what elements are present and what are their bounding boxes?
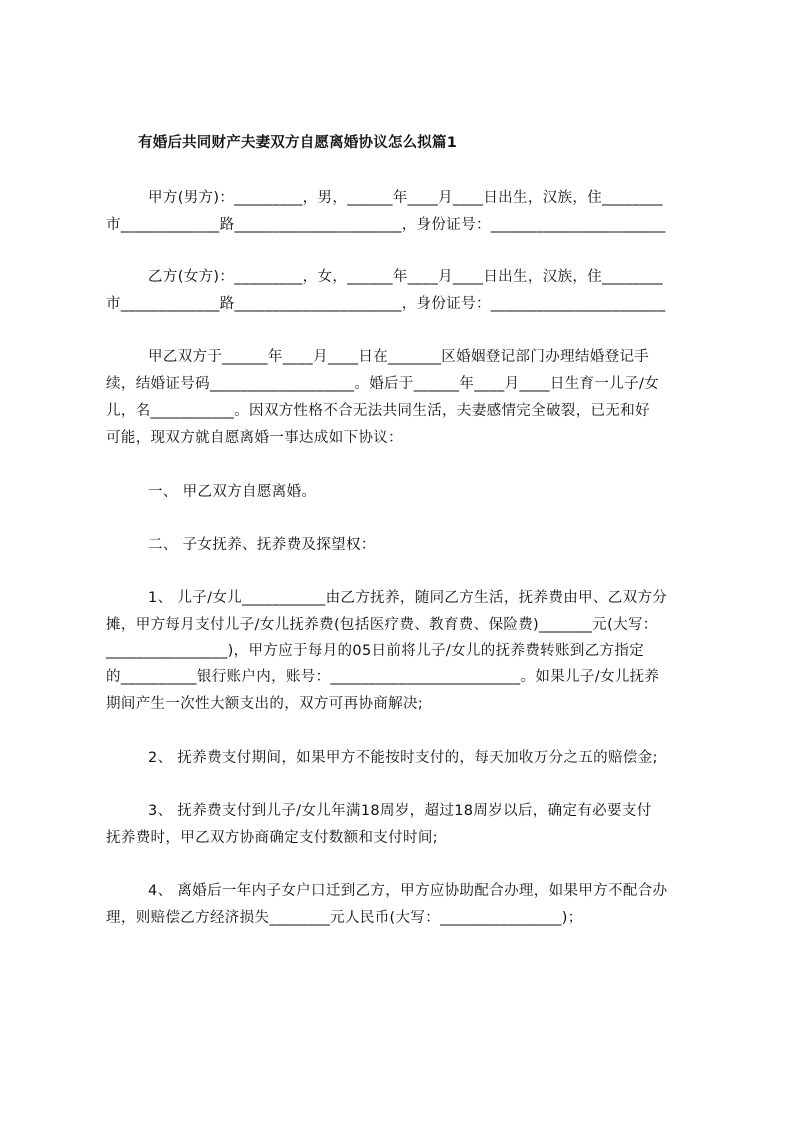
item-4-line-2: 理，则赔偿乙方经济损失________元人民币(大写：________________)； — [106, 910, 583, 926]
item-1-line-1: 1、 儿子/女儿___________由乙方抚养，随同乙方生活，抚养费由甲、乙双方分 — [148, 590, 668, 606]
marriage-paragraph-line-1: 甲乙双方于______年____月____日在_______区婚姻登记部门办理结婚登记手 — [148, 349, 650, 365]
item-1-line-3: ________________)，甲方应于每月的05日前将儿子/女儿的抚养费转账到乙方指定 — [106, 643, 645, 659]
item-1-line-2: 摊，甲方每月支付儿子/女儿抚养费(包括医疗费、教育费、保险费)_______元(大写： — [106, 617, 658, 633]
clause-2-heading: 二、 子女抚养、抚养费及探望权： — [148, 537, 376, 553]
marriage-paragraph-line-2: 续，结婚证号码___________________。婚后于______年____月____日生育一儿子/女 — [106, 376, 660, 392]
party-a-line-1: 甲方(男方)：_________，男，______年____月____日出生，汉族，住________ — [148, 190, 663, 206]
marriage-paragraph-line-3: 儿，名___________。因双方性格不合无法共同生活，夫妻感情完全破裂，已无和好 — [106, 403, 650, 419]
item-1-line-4: 的__________银行账户内，账号：_________________________。如果儿子/女儿抚养 — [106, 669, 660, 685]
item-3-line-2: 抚养费时，甲乙双方协商确定支付数额和支付时间; — [106, 830, 438, 846]
item-4-line-1: 4、 离婚后一年内子女户口迁到乙方，甲方应协助配合办理，如果甲方不配合办 — [148, 883, 668, 899]
marriage-paragraph-line-4: 可能，现双方就自愿离婚一事达成如下协议： — [106, 430, 403, 446]
party-b-line-1: 乙方(女方)：_________，女，______年____月____日出生，汉族，住________ — [148, 269, 663, 285]
party-b-line-2: 市_____________路______________________，身份证号：_______________________ — [106, 296, 666, 312]
party-a-line-2: 市_____________路______________________，身份证号：_______________________ — [106, 217, 666, 233]
item-3-line-1: 3、 抚养费支付到儿子/女儿年满18周岁，超过18周岁以后，确定有必要支付 — [148, 803, 652, 819]
clause-1: 一、 甲乙双方自愿离婚。 — [148, 484, 317, 500]
item-1-line-5: 期间产生一次性大额支出的，双方可再协商解决; — [106, 696, 424, 712]
item-2-line-1: 2、 抚养费支付期间，如果甲方不能按时支付的，每天加收万分之五的赔偿金; — [148, 750, 658, 766]
document-title: 有婚后共同财产夫妻双方自愿离婚协议怎么拟篇1 — [138, 135, 457, 151]
